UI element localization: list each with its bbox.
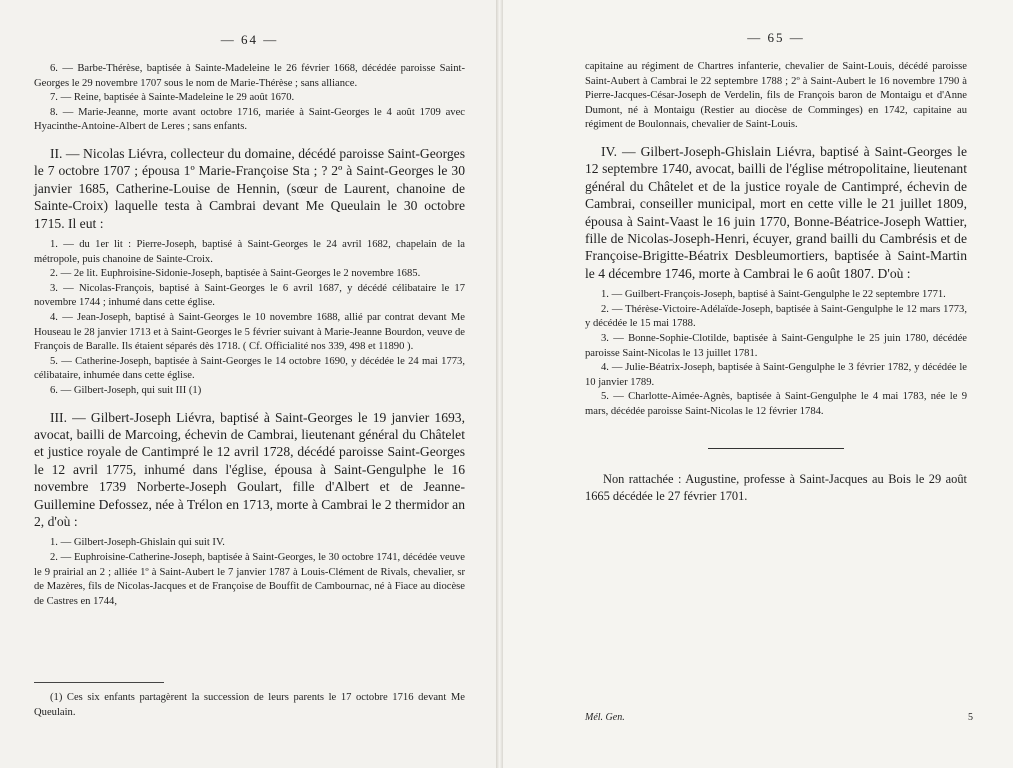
list-item: 2. — Euphroisine-Catherine-Joseph, baptisée à Saint-Georges, le 30 octobre 1741, décédée veuve le 9 prairial an 2 ; alliée 1º à Saint-Aubert le 7 janvier 1787 à Louis-Clément de Rivals, chevalier, sr de Mazères, fils de Nicolas-Jacques et de Françoise de Bouffit de Cambournac, né à Fiace au diocèse de Castres en 1744,: [34, 551, 465, 607]
list-item: 1. — Gilbert-Joseph-Ghislain qui suit IV.: [50, 537, 225, 549]
section-ii-list: [34, 238, 465, 399]
section-divider: [708, 448, 844, 449]
page-footer: [585, 712, 973, 723]
section-ii-paragraph: II. — Nicolas Liévra, collecteur du domaine, décédé paroisse Saint-Georges le 7 octobre 1707 ; épousa 1º Marie-Françoise Sta ; ? 2º à Saint-Georges le 30 janvier 1685, Catherine-Louise de Hennin, (sœur de Laurent, chanoine de Sainte-Croix) laquelle testa à Cambrai devant Me Queulain le 30 octobre 1715. Il eut :: [34, 145, 465, 231]
continuation-paragraph: capitaine au régiment de Chartres infanterie, chevalier de Saint-Louis, décédé paroisse Saint-Aubert à Cambrai le 22 septembre 1788 ; 2º à Saint-Aubert le 16 novembre 1790 à Pierre-Jacques-César-Joseph de Verdelin, fils de François baron de Montaigu et d'Anne Dumont, né à Montaigu (Restier au diocèse de Comminges) en 1742, capitaine au régiment de Boulonnais, chevalier de Saint-Louis.: [585, 61, 967, 131]
footer-signature-mark: 5: [968, 712, 973, 723]
footnote: [34, 682, 465, 720]
section-iii-paragraph: III. — Gilbert-Joseph Liévra, baptisé à Saint-Georges le 19 janvier 1693, avocat, bailli de Marcoing, échevin de Cambrai, lieutenant général du Châtelet et justice royale de Cantimpré le 12 avril 1728, décédé paroisse Saint-Georges le 12 avril 1775, inhumé dans l'église, épousa à Saint-Gengulphe le 16 novembre 1739 Norberte-Joseph Goulart, fille d'Albert et de Jeanne-Guillemine Defossez, née à Trélon en 1713, morte à Cambrai le 2 thermidor an 2, d'où :: [34, 409, 465, 529]
section-iv-paragraph: IV. — Gilbert-Joseph-Ghislain Liévra, baptisé à Saint-Georges le 12 septembre 1740, avocat, bailli de l'église métropolitaine, lieutenant général du Châtelet et de la justice royale de Cantimpré, échevin de Cambrai, conseiller municipal, mort en cette ville le 21 juillet 1809, épousa à Saint-Vaast le 16 juin 1770, Bonne-Béatrice-Joseph Wattier, fille de Nicolas-Joseph-Henri, écuyer, grand bailli du Cambrésis et de Françoise-Brigitte-Béatrix Desbleumortiers, baptisée à Saint-Martin le 4 décembre 1746, morte à Cambrai le 6 août 1807. D'où :: [585, 143, 967, 281]
list-item: 4. — Julie-Béatrix-Joseph, baptisée à Saint-Gengulphe le 3 février 1782, y décédée le 10 janvier 1789.: [585, 362, 967, 388]
footnote-text: (1) Ces six enfants partagèrent la succession de leurs parents le 17 octobre 1716 devant Me Queulain.: [34, 692, 465, 718]
list-item: 1. — du 1er lit : Pierre-Joseph, baptisé à Saint-Georges le 24 avril 1682, chapelain de la métropole, puis chanoine de Sainte-Croix.: [34, 239, 465, 265]
list-item: 5. — Charlotte-Aimée-Agnès, baptisée à Saint-Gengulphe le 4 mai 1783, née le 9 mars, décédée paroisse Saint-Nicolas le 12 février 1784.: [585, 391, 967, 417]
list-item: 8. — Marie-Jeanne, morte avant octobre 1716, mariée à Saint-Georges le 4 août 1709 avec Hyacinthe-Antoine-Albert de Leres ; sans enfants.: [34, 106, 465, 133]
right-page: [503, 0, 1013, 768]
page-number-left: — 64 —: [220, 32, 279, 47]
list-item: 6. — Gilbert-Joseph, qui suit III (1): [50, 384, 202, 396]
list-item: 4. — Jean-Joseph, baptisé à Saint-Georges le 10 novembre 1688, allié par contrat devant Me Houseau le 28 janvier 1713 et à Saint-Georges le 5 février suivant à Marie-Jeanne Bourdon, veuve de François de Baralle. Ils étaient séparés dès 1718. ( Cf. Officialité nos 339, 498 et 11890 ).: [34, 311, 465, 353]
list-item: 6. — Barbe-Thérèse, baptisée à Sainte-Madeleine le 26 février 1668, décédée paroisse Saint-Georges le 29 novembre 1707 sous le nom de Marie-Thérèse ; sans alliance.: [34, 63, 465, 89]
list-item: 3. — Bonne-Sophie-Clotilde, baptisée à Saint-Gengulphe le 25 juin 1780, décédée paroisse Saint-Nicolas le 13 juillet 1781.: [585, 333, 967, 359]
list-item: 2. — Thérèse-Victoire-Adélaïde-Joseph, baptisée à Saint-Gengulphe le 12 mars 1773, y décédée le 15 mai 1788.: [585, 303, 967, 330]
section-iii-list: [34, 536, 465, 609]
non-rattachee-paragraph: Non rattachée : Augustine, professe à Saint-Jacques au Bois le 29 août 1665 décédée le 27 février 1701.: [585, 471, 967, 503]
list-item: 5. — Catherine-Joseph, baptisée à Saint-Georges le 14 octobre 1690, y décédée le 24 mai 1773, célibataire, inhumée dans cette église.: [34, 355, 465, 382]
page-number-right: — 65 —: [747, 30, 805, 45]
intro-list: [34, 62, 465, 135]
list-item: 1. — Guilbert-François-Joseph, baptisé à Saint-Gengulphe le 22 septembre 1771.: [601, 289, 946, 301]
list-item: 3. — Nicolas-François, baptisé à Saint-Georges le 6 avril 1687, y décédé célibataire le 17 novembre 1744 ; inhumé dans cette église.: [34, 282, 465, 309]
footnote-divider: [34, 682, 164, 683]
section-iv-list: [585, 288, 967, 419]
left-page: [0, 0, 499, 768]
list-item: 2. — 2e lit. Euphroisine-Sidonie-Joseph, baptisée à Saint-Georges le 2 novembre 1685.: [50, 268, 421, 280]
footer-journal-abbrev: Mél. Gen.: [585, 712, 625, 723]
list-item: 7. — Reine, baptisée à Sainte-Madeleine le 29 août 1670.: [50, 92, 295, 104]
